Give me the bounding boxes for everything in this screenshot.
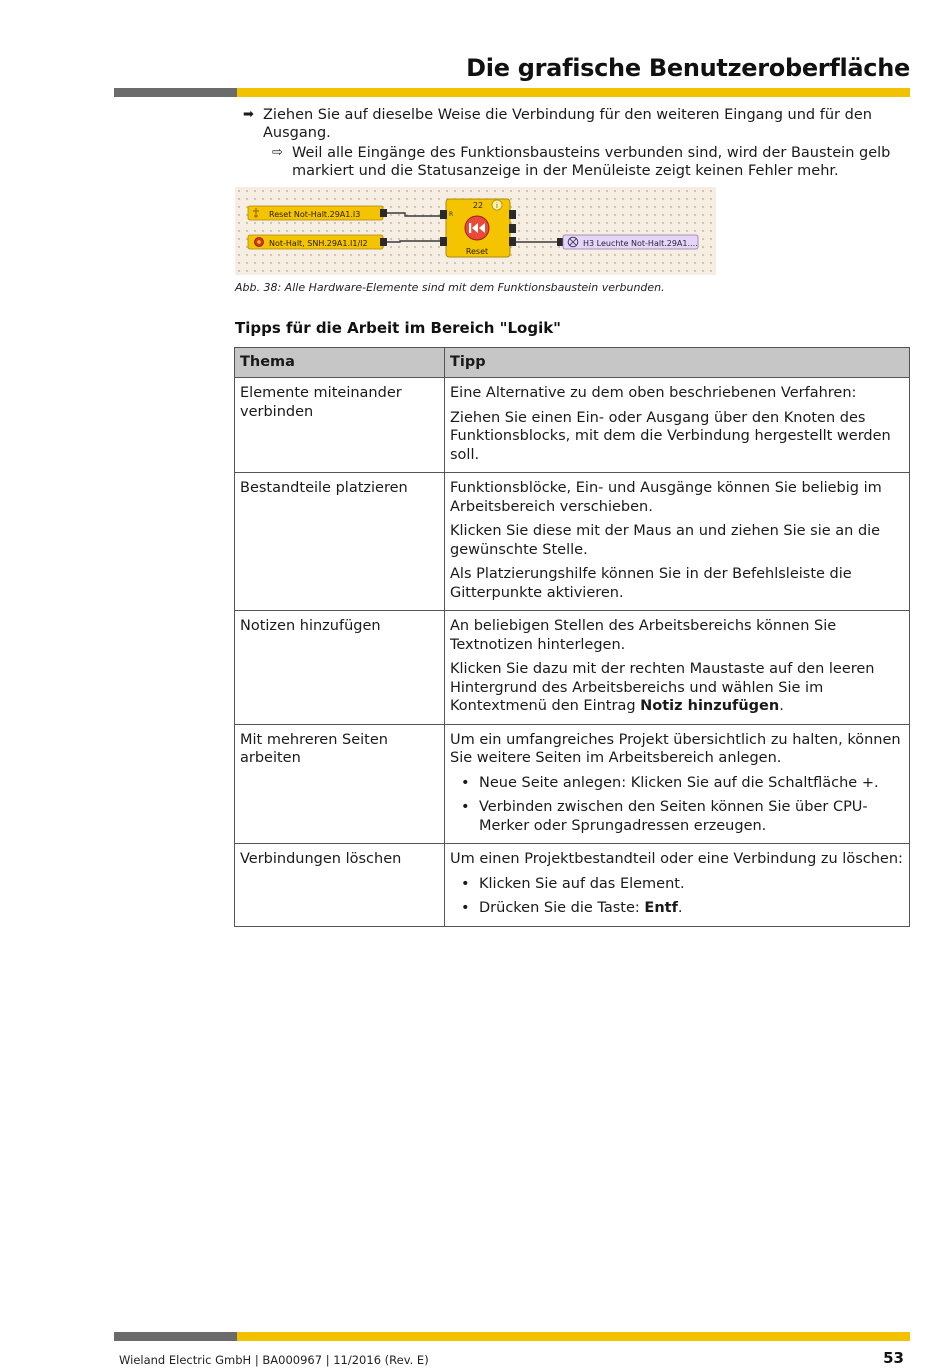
period: . bbox=[677, 900, 683, 916]
header-rule bbox=[114, 88, 910, 97]
tip-cell bbox=[445, 724, 910, 844]
block-label: Reset bbox=[465, 247, 489, 256]
tip-cell bbox=[445, 473, 910, 611]
tip-paragraph: Als Platzierungshilfe können Sie in der Befehlsleiste die Gitterpunkte aktivieren. bbox=[450, 566, 852, 601]
tip-cell bbox=[445, 378, 910, 473]
result-arrow-icon: ⇨ bbox=[272, 145, 283, 160]
list-item: • Verbinden zwischen den Seiten können Sie über CPU-Merker oder Sprungadressen erzeugen. bbox=[450, 798, 904, 835]
menu-entry-name: Notiz hinzufügen bbox=[640, 698, 780, 714]
page-title: Die grafische Benutzeroberfläche bbox=[466, 54, 910, 82]
result-text: Weil alle Eingänge des Funktionsbausteins verbunden sind, wird der Baustein gelb markiert und die Statusanzeige in der Menüleiste zeigt keinen Fehler mehr. bbox=[292, 145, 891, 179]
figure-caption: Abb. 38: Alle Hardware-Elemente sind mit dem Funktionsbaustein verbunden. bbox=[235, 281, 665, 294]
topic-cell: Elemente miteinander verbinden bbox=[235, 378, 445, 473]
output-node-lamp[interactable] bbox=[557, 235, 698, 249]
svg-text:i: i bbox=[496, 202, 498, 210]
input-node-not-halt[interactable] bbox=[248, 235, 387, 249]
tip-paragraph: Um einen Projektbestandteil oder eine Verbindung zu löschen: bbox=[450, 851, 903, 867]
section-heading: Tipps für die Arbeit im Bereich "Logik" bbox=[235, 319, 562, 337]
column-header-topic: Thema bbox=[235, 348, 445, 378]
reset-icon bbox=[465, 216, 489, 240]
tip-paragraph bbox=[450, 660, 904, 716]
info-icon bbox=[492, 200, 502, 210]
column-header-tip: Tipp bbox=[445, 348, 910, 378]
table-row bbox=[235, 844, 910, 927]
topic-cell: Verbindungen löschen bbox=[235, 844, 445, 927]
result-step bbox=[272, 144, 892, 180]
table-row bbox=[235, 378, 910, 473]
table-row bbox=[235, 611, 910, 725]
tip-cell bbox=[445, 844, 910, 927]
list-item bbox=[450, 899, 904, 918]
input-node-reset[interactable] bbox=[248, 206, 387, 220]
table-row bbox=[235, 473, 910, 611]
topic-cell: Notizen hinzufügen bbox=[235, 611, 445, 725]
tip-paragraph: Funktionsblöcke, Ein- und Ausgänge können Sie beliebig im Arbeitsbereich verschieben. bbox=[450, 480, 882, 515]
topic-cell: Bestandteile platzieren bbox=[235, 473, 445, 611]
function-block-reset[interactable] bbox=[440, 199, 516, 257]
tip-paragraph: Klicken Sie diese mit der Maus an und ziehen Sie sie an die gewünschte Stelle. bbox=[450, 523, 881, 558]
instruction-step bbox=[243, 106, 903, 142]
page-number: 53 bbox=[883, 1349, 904, 1367]
list-item: • Klicken Sie auf das Element. bbox=[450, 875, 904, 894]
instruction-text: Ziehen Sie auf dieselbe Weise die Verbindung für den weiteren Eingang und für den Ausgang. bbox=[263, 107, 872, 141]
tip-text: Klicken Sie dazu mit der rechten Maustaste auf den leeren Hintergrund des Arbeitsbereichs und wählen Sie im Kontextmenü den Eintrag bbox=[450, 661, 875, 714]
list-item-text: Drücken Sie die Taste: bbox=[479, 900, 640, 916]
period: . bbox=[779, 698, 784, 714]
table-header-row bbox=[235, 348, 910, 378]
emergency-stop-icon bbox=[255, 238, 264, 247]
tips-table bbox=[234, 347, 910, 927]
block-number: 22 bbox=[472, 201, 484, 210]
topic-cell: Mit mehreren Seiten arbeiten bbox=[235, 724, 445, 844]
tip-paragraph: An beliebigen Stellen des Arbeitsbereichs können Sie Textnotizen hinterlegen. bbox=[450, 618, 837, 653]
footer-rule bbox=[114, 1332, 910, 1341]
input2-label: Not-Halt, SNH.29A1.I1/I2 bbox=[269, 239, 368, 248]
tip-paragraph: Um ein umfangreiches Projekt übersichtlich zu halten, können Sie weitere Seiten im Arbeitsbereich anlegen. bbox=[450, 731, 901, 766]
list-item: • Neue Seite anlegen: Klicken Sie auf die Schaltfläche +. bbox=[450, 774, 904, 793]
footer-document-info: Wieland Electric GmbH | BA000967 | 11/2016 (Rev. E) bbox=[119, 1353, 429, 1367]
tip-bullet-list bbox=[450, 875, 904, 918]
table-row bbox=[235, 724, 910, 844]
tip-paragraph: Ziehen Sie einen Ein- oder Ausgang über den Knoten des Funktionsblocks, mit dem die Verbindung hergestellt werden soll. bbox=[450, 409, 891, 463]
svg-text:R: R bbox=[449, 211, 454, 218]
tip-cell bbox=[445, 611, 910, 725]
output-label: H3 Leuchte Not-Halt.29A1.... bbox=[583, 239, 698, 248]
logic-diagram bbox=[235, 187, 716, 275]
tip-paragraph: Eine Alternative zu dem oben beschriebenen Verfahren: bbox=[450, 385, 857, 401]
input1-label: Reset Not-Halt.29A1.I3 bbox=[269, 210, 361, 219]
key-name: Entf bbox=[644, 900, 678, 916]
arrow-right-icon: ➡ bbox=[243, 107, 254, 122]
tip-bullet-list bbox=[450, 774, 904, 836]
